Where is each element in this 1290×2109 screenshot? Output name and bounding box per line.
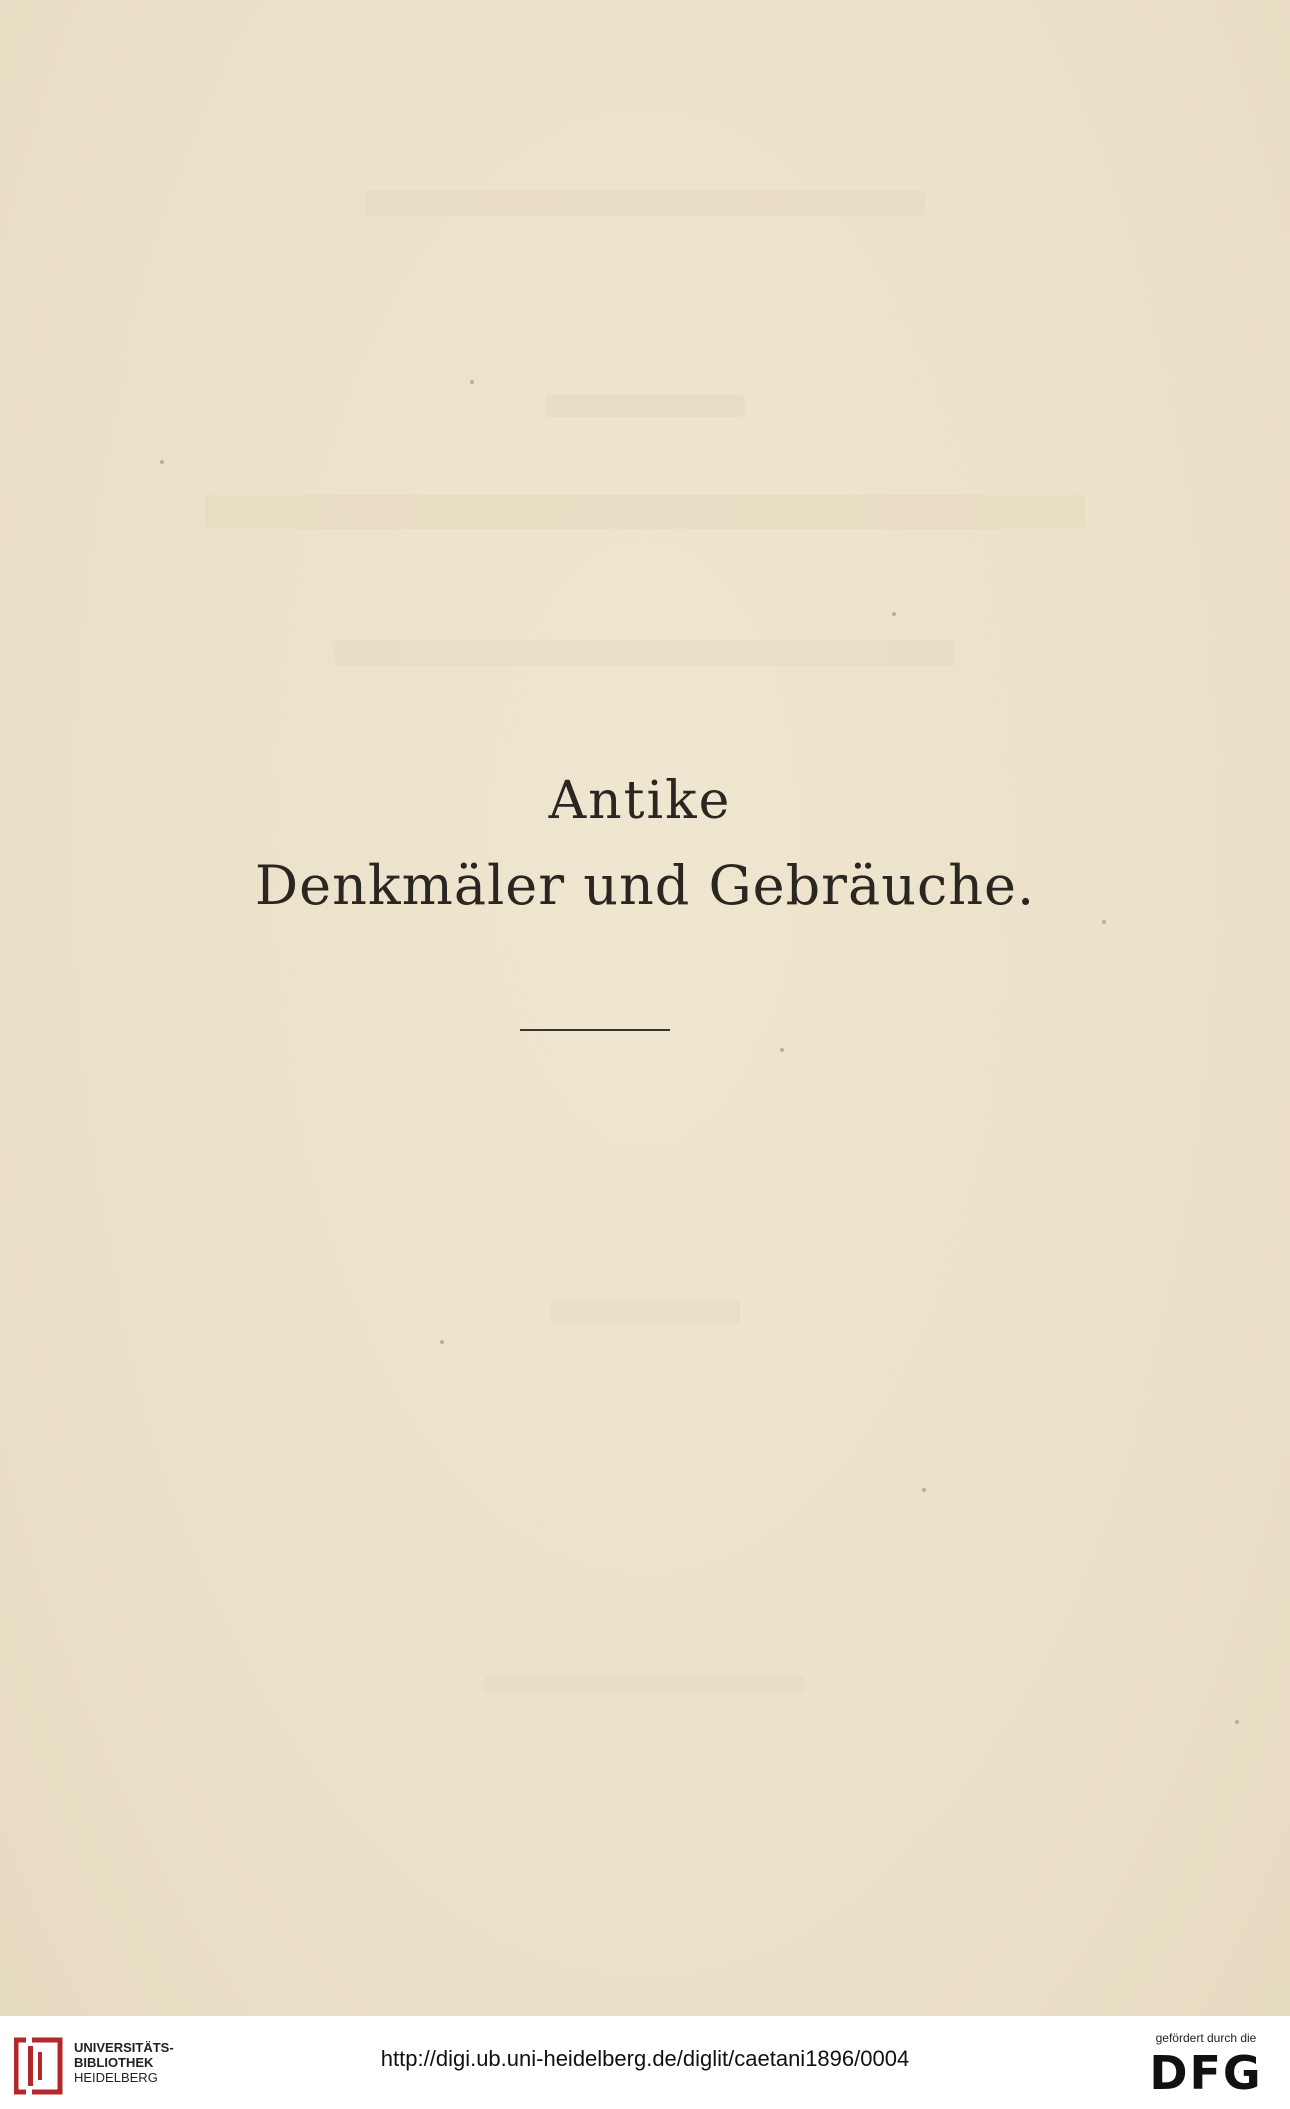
paper-speck	[1102, 920, 1106, 924]
permalink-url[interactable]: http://digi.ub.uni-heidelberg.de/diglit/caetani1896/0004	[380, 2046, 910, 2071]
paper-speck	[440, 1340, 444, 1344]
paper-speck	[470, 380, 474, 384]
paper-speck	[1235, 1720, 1239, 1724]
paper-speck	[160, 460, 164, 464]
title-line-1: Antike	[548, 771, 732, 831]
dfg-logo-icon: DFG	[1149, 2046, 1263, 2100]
footer-bar	[0, 2016, 1290, 2109]
funding-caption: gefördert durch die	[1155, 2031, 1257, 2045]
paper-speck	[780, 1048, 784, 1052]
funder-block	[1136, 2030, 1276, 2098]
paper-speck	[892, 612, 896, 616]
paper-speck	[922, 1488, 926, 1492]
title-block	[0, 770, 1290, 918]
library-line-3: HEIDELBERG	[74, 2070, 158, 2085]
library-line-1: UNIVERSITÄTS-	[74, 2040, 174, 2055]
library-line-2: BIBLIOTHEK	[74, 2055, 154, 2070]
title-rule	[520, 1029, 670, 1031]
title-line-2: Denkmäler und Gebräuche.	[254, 854, 1036, 917]
